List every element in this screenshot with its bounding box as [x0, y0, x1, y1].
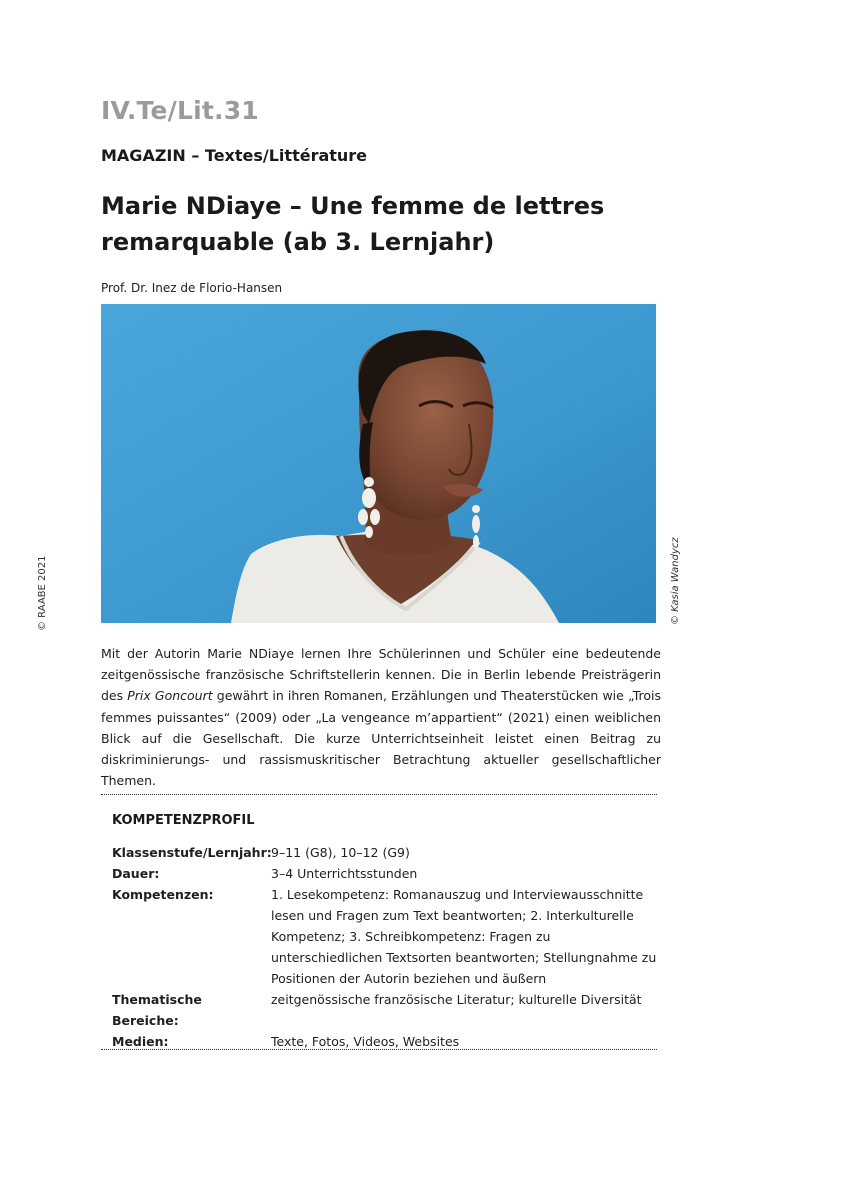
profile-label: Medien: — [112, 1034, 169, 1049]
profile-value: zeitgenössische französische Literatur; kulturelle Diversität — [271, 992, 642, 1007]
profile-label: Kompetenzen: — [112, 887, 214, 902]
section-label: MAGAZIN – Textes/Littérature — [101, 146, 368, 165]
profile-row-kompetenzen — [112, 884, 657, 989]
title-line-1: Marie NDiaye – Une femme de lettres — [101, 192, 605, 220]
profile-row-klassenstufe — [112, 842, 657, 863]
intro-paragraph — [101, 643, 661, 791]
page-title — [101, 188, 661, 260]
prize-name: Prix Goncourt — [127, 688, 213, 704]
title-line-2: remarquable (ab 3. Lernjahr) — [101, 228, 495, 256]
intro-text — [101, 643, 661, 791]
kompetenzprofil-table — [112, 842, 657, 1052]
divider-top — [101, 794, 657, 795]
profile-row-thematische-bereiche — [112, 989, 657, 1031]
profile-value: 1. Lesekompetenz: Romanauszug und Interviewausschnitte lesen und Fragen zum Text beantworten; 2. Interkulturelle Kompetenz; 3. Schreibkompetenz: Fragen zu unterschiedlichen Textsorten beantworten; Stellungnahme zu Positionen der Autorin beziehen und äußern — [271, 887, 657, 986]
profile-value: 3–4 Unterrichtsstunden — [271, 866, 418, 881]
photo-credit: © Kasia Wandycz — [670, 537, 681, 625]
portrait-illustration — [101, 304, 656, 623]
profile-value: Texte, Fotos, Videos, Websites — [271, 1034, 460, 1049]
document-code: IV.Te/Lit.31 — [101, 96, 259, 125]
intro-text-part-1: Mit der Autorin Marie NDiaye lernen Ihre Schülerinnen und Schüler eine bedeutende zeitgenössische französische Schriftstellerin kennen. Die in Berlin lebende Preisträgerin des — [101, 646, 661, 704]
profile-value: 9–11 (G8), 10–12 (G9) — [271, 845, 410, 860]
intro-text-part-2: gewährt in ihren Romanen, Erzählungen und Theaterstücken wie „Trois femmes puissantes“ (2009) oder „La vengeance m’appartient“ (2021) einen weiblichen Blick auf die Gesellschaft. Die kurze Unterrichtseinheit leistet einen Beitrag zu diskriminierungs- und rassismuskritischer Betrachtung aktueller gesellschaftlicher Themen. — [101, 688, 661, 789]
profile-label: Dauer: — [112, 866, 160, 881]
profile-label: Klassenstufe/Lernjahr: — [112, 845, 272, 860]
author-name: Prof. Dr. Inez de Florio-Hansen — [101, 281, 283, 295]
kompetenzprofil-heading: KOMPETENZPROFIL — [112, 813, 255, 828]
profile-row-dauer — [112, 863, 657, 884]
author-portrait-photo — [101, 304, 656, 623]
profile-label: Thematische Bereiche: — [112, 992, 202, 1028]
divider-bottom — [101, 1049, 657, 1050]
copyright-notice: © RAABE 2021 — [37, 555, 48, 631]
